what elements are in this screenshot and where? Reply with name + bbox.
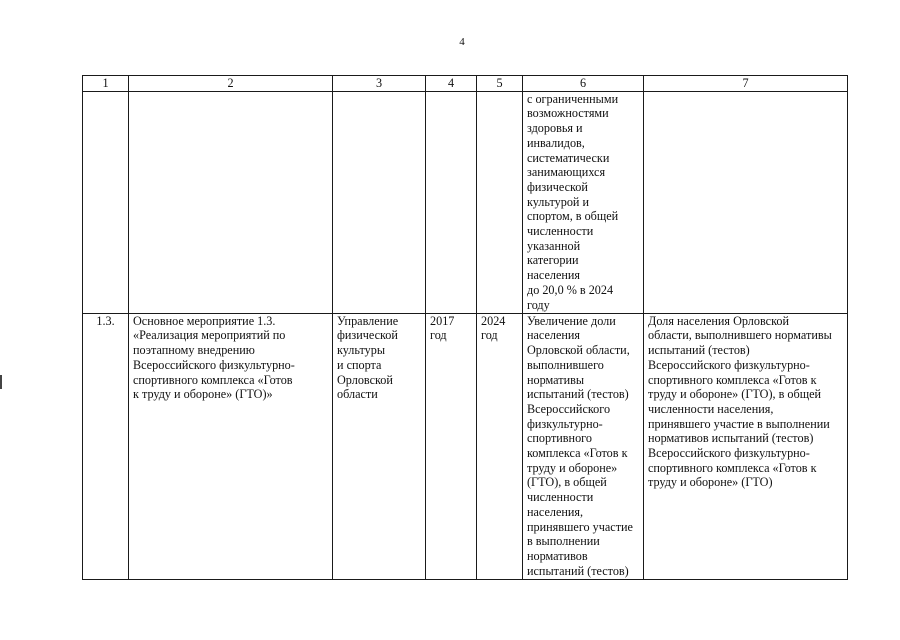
table-cell — [426, 313, 477, 579]
table-row — [83, 91, 848, 313]
column-header: 3 — [333, 76, 426, 92]
program-measures-table — [82, 75, 848, 580]
table-cell — [644, 91, 848, 313]
column-header: 5 — [477, 76, 523, 92]
responsible-body: Управление физической культуры и спорта Орловской области — [337, 313, 399, 402]
table-cell — [333, 313, 426, 579]
table-cell — [129, 313, 333, 579]
table-cell — [523, 313, 644, 579]
table-cell — [83, 313, 129, 579]
target-indicator: Доля населения Орловской области, выполнившего нормативы испытаний (тестов) Всероссийского физкультурно- спортивного комплекса «Готов к труду и обороне» (ГТО), в общей численности населения, принявшего участие в выполнении нормативов испытаний (тестов) Всероссийского физкультурно- спортивного комплекса «Готов к труду и обороне» (ГТО) — [648, 313, 832, 490]
start-year: 2017 год — [430, 313, 455, 343]
column-header: 6 — [523, 76, 644, 92]
page-number: 4 — [459, 36, 465, 48]
column-header: 4 — [426, 76, 477, 92]
expected-result: Увеличение доли населения Орловской области, выполнившего нормативы испытаний (тестов) Всероссийского физкультурно- спортивного комплекса «Готов к труду и обороне» (ГТО), в общей численности населения, принявшего участие в выполнении нормативов испытаний (тестов) — [527, 313, 633, 578]
table-cell — [477, 313, 523, 579]
table-cell — [644, 313, 848, 579]
scan-edge-mark — [0, 375, 2, 389]
measure-number: 1.3. — [96, 313, 115, 328]
measure-title: Основное мероприятие 1.3. «Реализация мероприятий по поэтапному внедрению Всероссийского физкультурно- спортивного комплекса «Готов к труду и обороне» (ГТО)» — [133, 313, 295, 402]
table-cell — [426, 91, 477, 313]
cell-text: с ограниченными возможностями здоровья и инвалидов, систематически занимающихся физической культурой и спортом, в общей численности указанной категории населения до 20,0 % в 2024 году — [527, 91, 619, 312]
table-row — [83, 313, 848, 579]
column-header: 7 — [644, 76, 848, 92]
table-cell — [129, 91, 333, 313]
table-header-row — [83, 76, 848, 92]
table-cell — [523, 91, 644, 313]
column-header: 2 — [129, 76, 333, 92]
end-year: 2024 год — [481, 313, 506, 343]
column-header: 1 — [83, 76, 129, 92]
table-cell — [83, 91, 129, 313]
table-cell — [333, 91, 426, 313]
table-cell — [477, 91, 523, 313]
